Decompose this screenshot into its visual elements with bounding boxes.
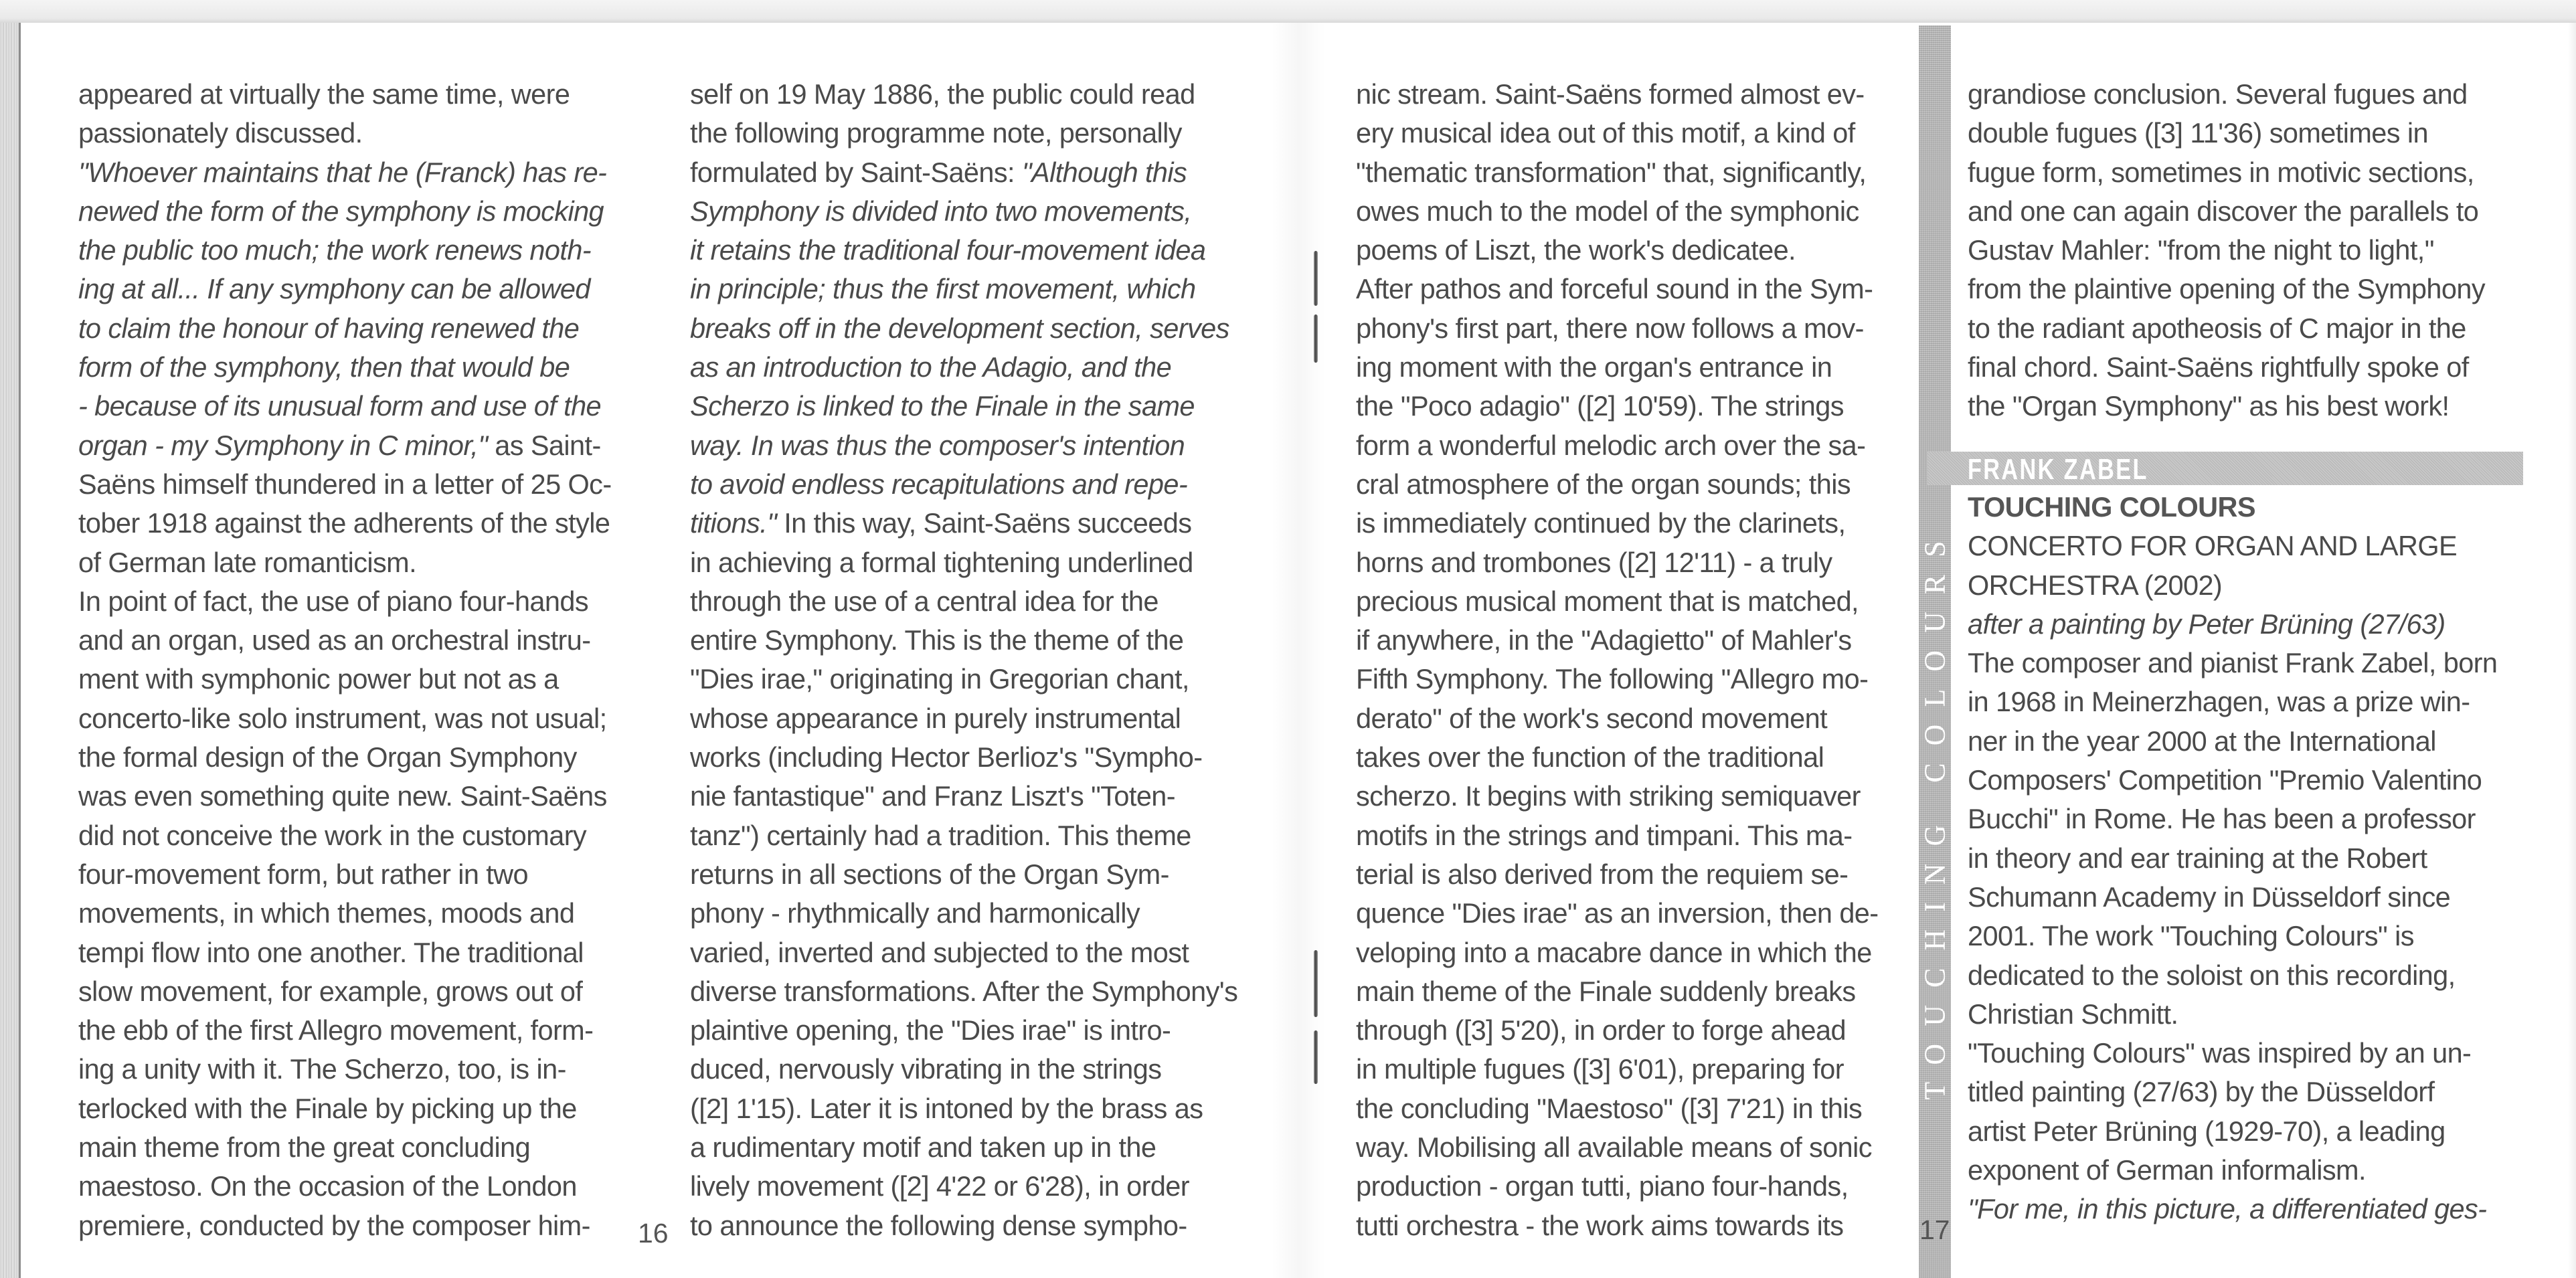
text-line (1356, 972, 1879, 1011)
text-line (1356, 1206, 1879, 1245)
text-line-main: final chord. Saint-Saëns rightfully spoke of (1968, 351, 2469, 383)
text-line-main: passionately discussed. (78, 117, 363, 149)
text-line-main: "Dies irae," originating in Gregorian chant, (690, 663, 1189, 695)
text-line (690, 933, 1237, 972)
text-line-main: premiere, conducted by the composer him- (78, 1209, 590, 1241)
text-line (690, 426, 1237, 465)
text-line-main: a rudimentary motif and taken up in the (690, 1131, 1156, 1164)
page16-column2 (690, 75, 1237, 1245)
text-line (1968, 800, 2497, 838)
text-line (690, 777, 1237, 816)
text-line (1356, 660, 1879, 699)
text-line (1356, 1128, 1879, 1167)
text-line-main: ing at all... If any symphony can be allowed (78, 273, 590, 305)
text-line-main: organ - my Symphony in C minor," (78, 429, 488, 461)
text-line-main: takes over the function of the traditional (1356, 741, 1824, 773)
text-line-main: dedicated to the soloist on this recording, (1968, 959, 2456, 991)
text-line (690, 660, 1237, 699)
text-line-main: concerto-like solo instrument, was not usual; (78, 702, 607, 734)
text-line (78, 465, 612, 504)
text-line-main: the "Organ Symphony" as his best work! (1968, 390, 2450, 422)
text-line (690, 1011, 1237, 1050)
text-line-main: the ebb of the first Allegro movement, form- (78, 1014, 594, 1046)
staple-icon (1314, 950, 1318, 1017)
work-subtitle-line-1: CONCERTO FOR ORGAN AND LARGE (1968, 530, 2458, 562)
text-line-main: Scherzo is linked to the Finale in the same (690, 390, 1195, 422)
text-line (78, 1128, 612, 1167)
page-edge-line (19, 23, 21, 1278)
text-line-main: formulated by Saint-Saëns: (690, 156, 1022, 188)
text-line-main: phony - rhythmically and harmonically (690, 897, 1140, 929)
work-title: TOUCHING COLOURS (1968, 491, 2256, 523)
text-line (690, 855, 1237, 894)
text-line-main: lively movement ([2] 4'22 or 6'28), in order (690, 1170, 1190, 1202)
text-line (1356, 153, 1879, 192)
text-line-main: plaintive opening, the "Dies irae" is intro- (690, 1014, 1171, 1046)
text-line-main: four-movement form, but rather in two (78, 858, 529, 890)
text-line-main: veloping into a macabre dance in which the (1356, 936, 1872, 968)
side-band-text: TOUCHING COLOURS (1918, 523, 1952, 1100)
text-line (1968, 995, 2497, 1034)
text-line-main: main theme from the great concluding (78, 1131, 531, 1164)
text-line-main: Symphony is divided into two movements, (690, 195, 1192, 227)
text-line-main: tutti orchestra - the work aims towards its (1356, 1209, 1844, 1241)
text-line (1968, 644, 2497, 682)
side-band-title (1919, 492, 1951, 1131)
text-line (78, 426, 612, 465)
text-line (1356, 309, 1879, 348)
text-line-main: whose appearance in purely instrumental (690, 702, 1181, 734)
page-stack-edge (0, 23, 19, 1278)
text-line (78, 192, 612, 231)
text-line (1968, 722, 2497, 761)
text-line (78, 621, 612, 660)
text-line (78, 387, 612, 426)
text-line-main: poems of Liszt, the work's dedicatee. (1356, 234, 1796, 266)
text-line-main: Schumann Academy in Düsseldorf since (1968, 881, 2451, 913)
text-line-main: ([2] 1'15). Later it is intoned by the brass as (690, 1092, 1203, 1124)
text-line (1356, 231, 1879, 270)
text-line-main: titled painting (27/63) by the Düsseldorf (1968, 1076, 2435, 1108)
text-line (78, 114, 612, 153)
text-line (1356, 621, 1879, 660)
text-line (1356, 114, 1879, 153)
text-line (78, 270, 612, 308)
text-line (690, 270, 1237, 308)
text-line-main: varied, inverted and subjected to the most (690, 936, 1189, 968)
text-line (78, 738, 612, 777)
page-number-17: 17 (1919, 1214, 1950, 1245)
text-line (78, 75, 612, 114)
text-line-main: diverse transformations. After the Symphony's (690, 975, 1238, 1007)
text-line (1356, 855, 1879, 894)
text-line-main: form a wonderful melodic arch over the sa- (1356, 429, 1866, 461)
text-line-main: In point of fact, the use of piano four-hands (78, 585, 589, 617)
text-line (690, 1050, 1237, 1089)
scan-top-shadow (0, 0, 2576, 23)
text-line (78, 153, 612, 192)
text-line-main: in principle; thus the first movement, which (690, 273, 1196, 305)
text-line-tail: as Saint- (487, 429, 601, 461)
text-line-main: self on 19 May 1886, the public could read (690, 78, 1195, 110)
text-line-main: way. Mobilising all available means of sonic (1356, 1131, 1872, 1164)
text-line-main: "thematic transformation" that, significantly, (1356, 156, 1867, 188)
text-line (1356, 543, 1879, 582)
text-line (78, 1011, 612, 1050)
text-line-main: appeared at virtually the same time, were (78, 78, 570, 110)
text-line-main: was even something quite new. Saint-Saëns (78, 780, 607, 812)
text-line (690, 387, 1237, 426)
text-line-tail: In this way, Saint-Saëns succeeds (776, 507, 1192, 539)
text-line-main: returns in all sections of the Organ Sym- (690, 858, 1169, 890)
text-line-main: nie fantastique" and Franz Liszt's "Toten- (690, 780, 1176, 812)
staple-icon (1314, 314, 1318, 363)
text-line-main: of German late romanticism. (78, 546, 417, 578)
text-line (78, 1167, 612, 1206)
text-line (690, 153, 1237, 192)
text-line-main: is immediately continued by the clarinets, (1356, 507, 1846, 539)
text-line (1968, 682, 2497, 721)
text-line-main: The composer and pianist Frank Zabel, born (1968, 647, 2498, 679)
text-line (690, 738, 1237, 777)
text-line (78, 504, 612, 543)
text-line (1356, 738, 1879, 777)
composer-bar (1927, 452, 2523, 485)
work-subtitle-line-2: ORCHESTRA (2002) (1968, 569, 2223, 601)
text-line-main: to the radiant apotheosis of C major in the (1968, 312, 2466, 344)
text-line (78, 582, 612, 621)
text-line (1968, 114, 2485, 153)
text-line (690, 231, 1237, 270)
text-line-main: the formal design of the Organ Symphony (78, 741, 577, 773)
text-line-main: terlocked with the Finale by picking up the (78, 1092, 577, 1124)
text-line (1356, 582, 1879, 621)
text-line-main: tempi flow into one another. The traditional (78, 936, 584, 968)
text-line (1968, 878, 2497, 917)
text-line (690, 1167, 1237, 1206)
text-line (78, 699, 612, 738)
text-line-main: "Touching Colours" was inspired by an un- (1968, 1037, 2472, 1069)
text-line-main: breaks off in the development section, serves (690, 312, 1229, 344)
text-line-main: the concluding "Maestoso" ([3] 7'21) in this (1356, 1092, 1863, 1124)
text-line (690, 75, 1237, 114)
text-line (690, 1206, 1237, 1245)
text-line-main: cral atmosphere of the organ sounds; this (1356, 468, 1851, 500)
text-line-main: Saëns himself thundered in a letter of 25 Oc- (78, 468, 612, 500)
text-line-main: tanz") certainly had a tradition. This theme (690, 819, 1191, 851)
text-line (1356, 465, 1879, 504)
text-line-main: in achieving a formal tightening underlined (690, 546, 1193, 578)
work-section (1968, 488, 2497, 1229)
text-line (690, 543, 1237, 582)
text-line (690, 972, 1237, 1011)
text-line (1356, 933, 1879, 972)
text-line-main: production - organ tutti, piano four-hands, (1356, 1170, 1849, 1202)
text-line (78, 309, 612, 348)
text-line (78, 894, 612, 933)
page-number-16: 16 (638, 1218, 669, 1249)
text-line-main: movements, in which themes, moods and (78, 897, 575, 929)
text-line-main: did not conceive the work in the customary (78, 819, 587, 851)
text-line (690, 894, 1237, 933)
text-line (78, 1050, 612, 1089)
text-line (690, 114, 1237, 153)
column4-top-text (1968, 75, 2485, 426)
text-line (690, 348, 1237, 387)
text-line-main: and one can again discover the parallels to (1968, 195, 2479, 227)
text-line-main: tober 1918 against the adherents of the style (78, 507, 610, 539)
text-line (1356, 75, 1879, 114)
text-line (1356, 1050, 1879, 1089)
text-line (78, 855, 612, 894)
text-line-main: ing moment with the organ's entrance in (1356, 351, 1832, 383)
text-line (78, 816, 612, 855)
text-line (690, 1089, 1237, 1128)
text-line (1968, 348, 2485, 387)
text-line-main: scherzo. It begins with striking semiquaver (1356, 780, 1861, 812)
text-line-main: Bucchi" in Rome. He has been a professor (1968, 803, 2476, 835)
text-line-main: in multiple fugues ([3] 6'01), preparing for (1356, 1053, 1844, 1085)
text-line (1356, 387, 1879, 426)
text-line-main: and an organ, used as an orchestral instru- (78, 624, 591, 656)
text-line (78, 660, 612, 699)
text-line (1356, 894, 1879, 933)
text-line-main: main theme of the Finale suddenly breaks (1356, 975, 1856, 1007)
text-line-main: through the use of a central idea for the (690, 585, 1158, 617)
text-line (690, 816, 1237, 855)
text-line (1968, 1151, 2497, 1190)
text-line-main: artist Peter Brüning (1929-70), a leading (1968, 1115, 2445, 1147)
text-line-main: Fifth Symphony. The following "Allegro mo- (1356, 663, 1869, 695)
text-line-main: to claim the honour of having renewed the (78, 312, 580, 344)
text-line-main: owes much to the model of the symphonic (1356, 195, 1859, 227)
text-line (1968, 1073, 2497, 1111)
text-line-main: from the plaintive opening of the Symphony (1968, 273, 2486, 305)
text-line (78, 777, 612, 816)
text-line (1968, 917, 2497, 955)
text-line (690, 192, 1237, 231)
text-line-main: After pathos and forceful sound in the Sym- (1356, 273, 1873, 305)
text-line (1356, 348, 1879, 387)
column4-bottom-text (1968, 644, 2497, 1228)
text-line-main: newed the form of the symphony is mocking (78, 195, 604, 227)
text-line (1356, 699, 1879, 738)
text-line-main: ery musical idea out of this motif, a kind of (1356, 117, 1855, 149)
text-line-main: - because of its unusual form and use of the (78, 390, 602, 422)
text-line-tail-italic: "Although this (1021, 156, 1187, 188)
text-line (1968, 270, 2485, 308)
text-line-main: titions." (690, 507, 777, 539)
text-line (1968, 75, 2485, 114)
text-line (1968, 309, 2485, 348)
text-line-main: to avoid endless recapitulations and repe- (690, 468, 1188, 500)
text-line (1968, 231, 2485, 270)
text-line-main: "For me, in this picture, a differentiated ges- (1968, 1193, 2487, 1225)
text-line (1356, 1089, 1879, 1128)
text-line (690, 1128, 1237, 1167)
text-line-main: to announce the following dense sympho- (690, 1209, 1187, 1241)
text-line (1968, 839, 2497, 878)
page17-column1 (1356, 75, 1879, 1245)
text-line-main: "Whoever maintains that he (Franck) has re- (78, 156, 607, 188)
text-line-main: Gustav Mahler: "from the night to light," (1968, 234, 2434, 266)
text-line-main: ing a unity with it. The Scherzo, too, is in- (78, 1053, 566, 1085)
text-line (1356, 504, 1879, 543)
text-line (78, 1206, 612, 1245)
text-line (78, 972, 612, 1011)
text-line (78, 348, 612, 387)
text-line (1968, 153, 2485, 192)
binding-gutter (1272, 23, 1325, 1278)
staple-icon (1314, 251, 1318, 306)
text-line (690, 621, 1237, 660)
text-line-main: precious musical moment that is matched, (1356, 585, 1859, 617)
text-line-main: nic stream. Saint-Saëns formed almost ev- (1356, 78, 1865, 110)
text-line (1968, 387, 2485, 426)
text-line-main: slow movement, for example, grows out of (78, 975, 583, 1007)
text-line-main: in theory and ear training at the Robert (1968, 842, 2427, 874)
text-line-main: the public too much; the work renews noth- (78, 234, 592, 266)
text-line-main: ner in the year 2000 at the International (1968, 725, 2436, 757)
text-line-main: double fugues ([3] 11'36) sometimes in (1968, 117, 2428, 149)
text-line (690, 309, 1237, 348)
text-line (78, 933, 612, 972)
text-line (690, 699, 1237, 738)
text-line-main: ment with symphonic power but not as a (78, 663, 559, 695)
text-line (1356, 777, 1879, 816)
text-line-main: Composers' Competition "Premio Valentino (1968, 764, 2482, 796)
page17-column2 (1968, 75, 2485, 426)
text-line (1968, 1190, 2497, 1228)
text-line (78, 1089, 612, 1128)
text-line-main: entire Symphony. This is the theme of the (690, 624, 1184, 656)
text-line-main: if anywhere, in the "Adagietto" of Mahler's (1356, 624, 1852, 656)
text-line (1968, 1034, 2497, 1073)
text-line-main: phony's first part, there now follows a mov- (1356, 312, 1864, 344)
text-line-main: horns and trombones ([2] 12'11) - a truly (1356, 546, 1832, 578)
text-line-main: quence "Dies irae" as an inversion, then de- (1356, 897, 1879, 929)
text-line-main: terial is also derived from the requiem se- (1356, 858, 1849, 890)
text-line-main: works (including Hector Berlioz's "Sympho- (690, 741, 1203, 773)
text-line (690, 582, 1237, 621)
text-line (1968, 1112, 2497, 1151)
text-line-main: through ([3] 5'20), in order to forge ahead (1356, 1014, 1846, 1046)
text-line-main: fugue form, sometimes in motivic sections, (1968, 156, 2474, 188)
text-line (1968, 761, 2497, 800)
text-line (78, 543, 612, 582)
text-line (1356, 816, 1879, 855)
text-line (690, 465, 1237, 504)
text-line (1356, 1011, 1879, 1050)
text-line-main: duced, nervously vibrating in the strings (690, 1053, 1162, 1085)
text-line (1356, 270, 1879, 308)
text-line-main: the following programme note, personally (690, 117, 1182, 149)
text-line-main: as an introduction to the Adagio, and the (690, 351, 1172, 383)
text-line (1968, 192, 2485, 231)
text-line-main: 2001. The work "Touching Colours" is (1968, 920, 2414, 952)
text-line (1356, 192, 1879, 231)
text-line-main: in 1968 in Meinerzhagen, was a prize win- (1968, 686, 2470, 718)
text-line (1356, 1167, 1879, 1206)
text-line-main: derato" of the work's second movement (1356, 702, 1828, 734)
work-note: after a painting by Peter Brüning (27/63) (1968, 608, 2445, 640)
right-page-edge (2568, 23, 2576, 1278)
text-line-main: grandiose conclusion. Several fugues and (1968, 78, 2468, 110)
text-line-main: exponent of German informalism. (1968, 1154, 2366, 1186)
text-line (1356, 426, 1879, 465)
text-line (1968, 956, 2497, 995)
composer-name: FRANK ZABEL (1968, 453, 2148, 486)
text-line-main: form of the symphony, then that would be (78, 351, 570, 383)
text-line-main: maestoso. On the occasion of the London (78, 1170, 577, 1202)
text-line-main: it retains the traditional four-movement idea (690, 234, 1206, 266)
text-line-main: the "Poco adagio" ([2] 10'59). The strings (1356, 390, 1844, 422)
text-line (690, 504, 1237, 543)
staple-icon (1314, 1030, 1318, 1084)
text-line-main: Christian Schmitt. (1968, 998, 2178, 1030)
text-line-main: way. In was thus the composer's intention (690, 429, 1185, 461)
page16-column1 (78, 75, 612, 1245)
text-line-main: motifs in the strings and timpani. This ma- (1356, 819, 1853, 851)
text-line (78, 231, 612, 270)
